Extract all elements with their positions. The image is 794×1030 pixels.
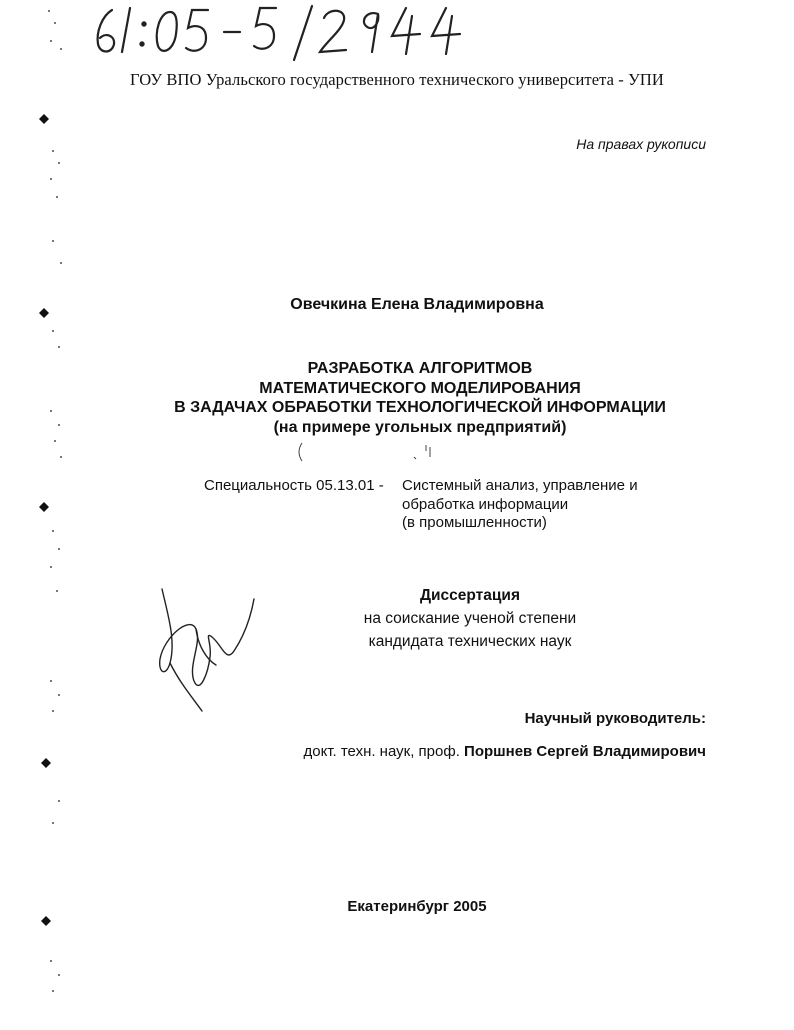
- city-year: Екатеринбург 2005: [347, 898, 487, 915]
- specialty-line: Системный анализ, управление и: [402, 477, 638, 494]
- dissertation-line: на соискание ученой степени: [363, 610, 577, 627]
- title-line: РАЗРАБОТКА АЛГОРИТМОВ: [307, 360, 533, 377]
- supervisor-credentials: докт. техн. наук, проф.: [303, 743, 465, 760]
- author-name: Овечкина Елена Владимировна: [290, 296, 544, 313]
- handwritten-archive-code: [90, 2, 470, 62]
- specialty-line: (в промышленности): [402, 514, 547, 531]
- supervisor-label: Научный руководитель:: [524, 710, 706, 727]
- specialty-description: [402, 477, 638, 533]
- specialty-line: обработка информации: [402, 495, 569, 513]
- specialty-label: Специальность 05.13.01 -: [204, 477, 384, 494]
- thesis-title: [0, 359, 794, 437]
- institution-name: ГОУ ВПО Уральского государственного технического университета - УПИ: [130, 70, 664, 89]
- title-subline: (на примере угольных предприятий): [273, 418, 567, 436]
- supervisor: [300, 743, 706, 760]
- title-line: МАТЕМАТИЧЕСКОГО МОДЕЛИРОВАНИЯ: [259, 379, 581, 397]
- title-line: В ЗАДАЧАХ ОБРАБОТКИ ТЕХНОЛОГИЧЕСКОЙ ИНФОРМАЦИИ: [174, 399, 666, 416]
- dissertation-block: [270, 584, 670, 653]
- dissertation-heading: Диссертация: [419, 587, 520, 604]
- supervisor-name: Поршнев Сергей Владимирович: [464, 743, 706, 760]
- scan-artifact: [296, 441, 436, 463]
- scan-margin-marks: [0, 0, 90, 1025]
- dissertation-line: кандидата технических наук: [368, 633, 572, 650]
- signature: [150, 585, 270, 715]
- rights-note: На правах рукописи: [576, 136, 706, 152]
